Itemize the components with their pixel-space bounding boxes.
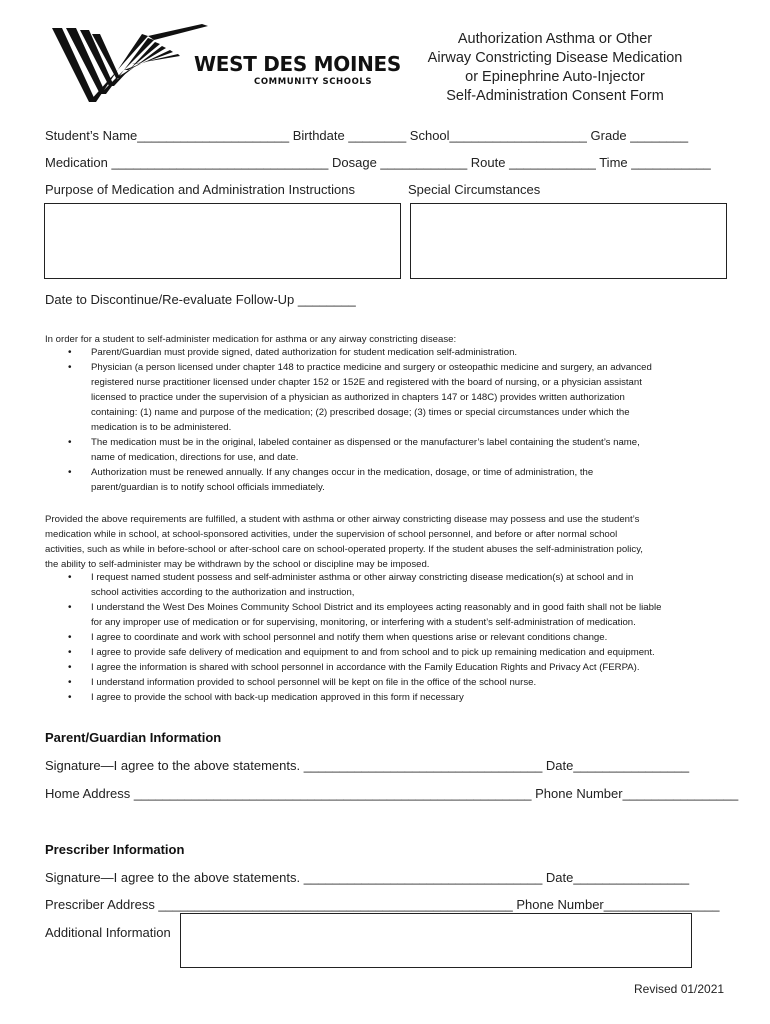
requirement-text: containing: (1) name and purpose of the medication; (2) prescribed dosage; (3) times or special circumstances under which the	[91, 407, 630, 418]
bullet: •	[68, 692, 72, 703]
student-info-row[interactable]: Student’s Name_____________________ Birthdate ________ School___________________ Grade ________	[45, 128, 689, 143]
bullet: •	[68, 347, 72, 358]
prescriber-signature-field[interactable]: Signature—I agree to the above statements. _________________________________ Date________________	[45, 870, 690, 885]
discontinue-date-field[interactable]: Date to Discontinue/Re-evaluate Follow-Up ________	[45, 292, 356, 307]
requirement-text: Physician (a person licensed under chapter 148 to practice medicine and surgery or osteopathic medicine and surgery, an advanced	[91, 362, 652, 373]
home-address-field[interactable]: Home Address _______________________________________________________ Phone Number________________	[45, 786, 739, 801]
bullet: •	[68, 602, 72, 613]
revised-date: Revised 01/2021	[634, 982, 725, 996]
form-title	[410, 30, 700, 106]
prescriber-address-field[interactable]: Prescriber Address _________________________________________________ Phone Number________________	[45, 897, 720, 912]
requirement-text: medication is to be administered.	[91, 422, 232, 433]
agreement-text: I agree to provide safe delivery of medication and equipment to and from school and to pick up remaining medication and equipment.	[91, 647, 655, 658]
medication-info-row[interactable]: Medication ______________________________ Dosage ____________ Route ____________ Time ___________	[45, 155, 711, 170]
requirement-text: registered nurse practitioner licensed under chapter 152 or 152E and registered with the board of nursing, or a physician assistant	[91, 377, 642, 388]
bullet: •	[68, 632, 72, 643]
bullet: •	[68, 572, 72, 583]
purpose-label: Purpose of Medication and Administration Instructions	[45, 182, 356, 197]
agreement-text: I agree to provide the school with back-up medication approved in this form if necessary	[91, 692, 464, 703]
agreement-text: I understand information provided to school personnel will be kept on file in the office of the school nurse.	[91, 677, 537, 688]
provided-text: medication while in school, at school-sponsored activities, under the supervision of school personnel, and before or after normal school	[45, 529, 618, 540]
prescriber-section-heading: Prescriber Information	[45, 842, 185, 857]
provided-text: the ability to self-administer may be withdrawn by the school or discipline may be imposed.	[45, 559, 430, 570]
requirement-text: name of medication, directions for use, and date.	[91, 452, 299, 463]
agreement-text: for any improper use of medication or for supervising, monitoring, or interfering with a student’s self-administration of medication.	[91, 617, 636, 628]
bullet: •	[68, 677, 72, 688]
requirement-text: licensed to practice under the supervision of a physician as authorized in chapters 147 or 148C) provides written authorization	[91, 392, 625, 403]
title-line: Self-Administration Consent Form	[446, 88, 664, 104]
bullet: •	[68, 362, 72, 373]
special-circumstances-textbox[interactable]	[410, 203, 727, 279]
special-circumstances-label: Special Circumstances	[408, 182, 541, 197]
requirement-text: The medication must be in the original, labeled container as dispensed or the manufacturer’s label containing the student’s name,	[91, 437, 640, 448]
bullet: •	[68, 437, 72, 448]
additional-info-label: Additional Information	[45, 925, 171, 940]
requirement-text: parent/guardian is to notify school officials immediately.	[91, 482, 325, 493]
requirement-text: Authorization must be renewed annually. If any changes occur in the medication, dosage, or time of administration, the	[91, 467, 594, 478]
additional-info-textbox[interactable]	[180, 913, 692, 968]
title-line: Airway Constricting Disease Medication	[427, 50, 683, 66]
provided-text: activities, such as while in before-school or after-school care on school-operated property. If the student abuses the self-administration policy,	[45, 544, 643, 555]
title-line: Authorization Asthma or Other	[457, 31, 653, 47]
logo-name: WEST DES MOINES	[194, 52, 402, 76]
requirement-text: Parent/Guardian must provide signed, dated authorization for student medication self-administration.	[91, 347, 518, 358]
logo-subtitle: COMMUNITY SCHOOLS	[254, 77, 373, 87]
provided-text: Provided the above requirements are fulfilled, a student with asthma or other airway constricting disease may possess and use the student’s	[45, 514, 640, 525]
bullet: •	[68, 662, 72, 673]
bullet: •	[68, 647, 72, 658]
parent-signature-field[interactable]: Signature—I agree to the above statements. _________________________________ Date________________	[45, 758, 690, 773]
bullet: •	[68, 467, 72, 478]
parent-section-heading: Parent/Guardian Information	[45, 730, 222, 745]
agreement-text: I understand the West Des Moines Community School District and its employees acting reasonably and in good faith shall not be liable	[91, 602, 662, 613]
agreement-text: I request named student possess and self-administer asthma or other airway constricting disease medication(s) at school and in	[91, 572, 634, 583]
agreement-text: school activities according to the authorization and instruction,	[91, 587, 355, 598]
title-line: or Epinephrine Auto-Injector	[465, 69, 645, 85]
agreement-text: I agree to coordinate and work with school personnel and notify them when questions arise or relevant conditions change.	[91, 632, 608, 643]
agreement-text: I agree the information is shared with school personnel in accordance with the Family Education Rights and Privacy Act (FERPA).	[91, 662, 640, 673]
requirements-intro: In order for a student to self-administer medication for asthma or any airway constricting disease:	[45, 334, 457, 345]
purpose-textbox[interactable]	[44, 203, 401, 279]
